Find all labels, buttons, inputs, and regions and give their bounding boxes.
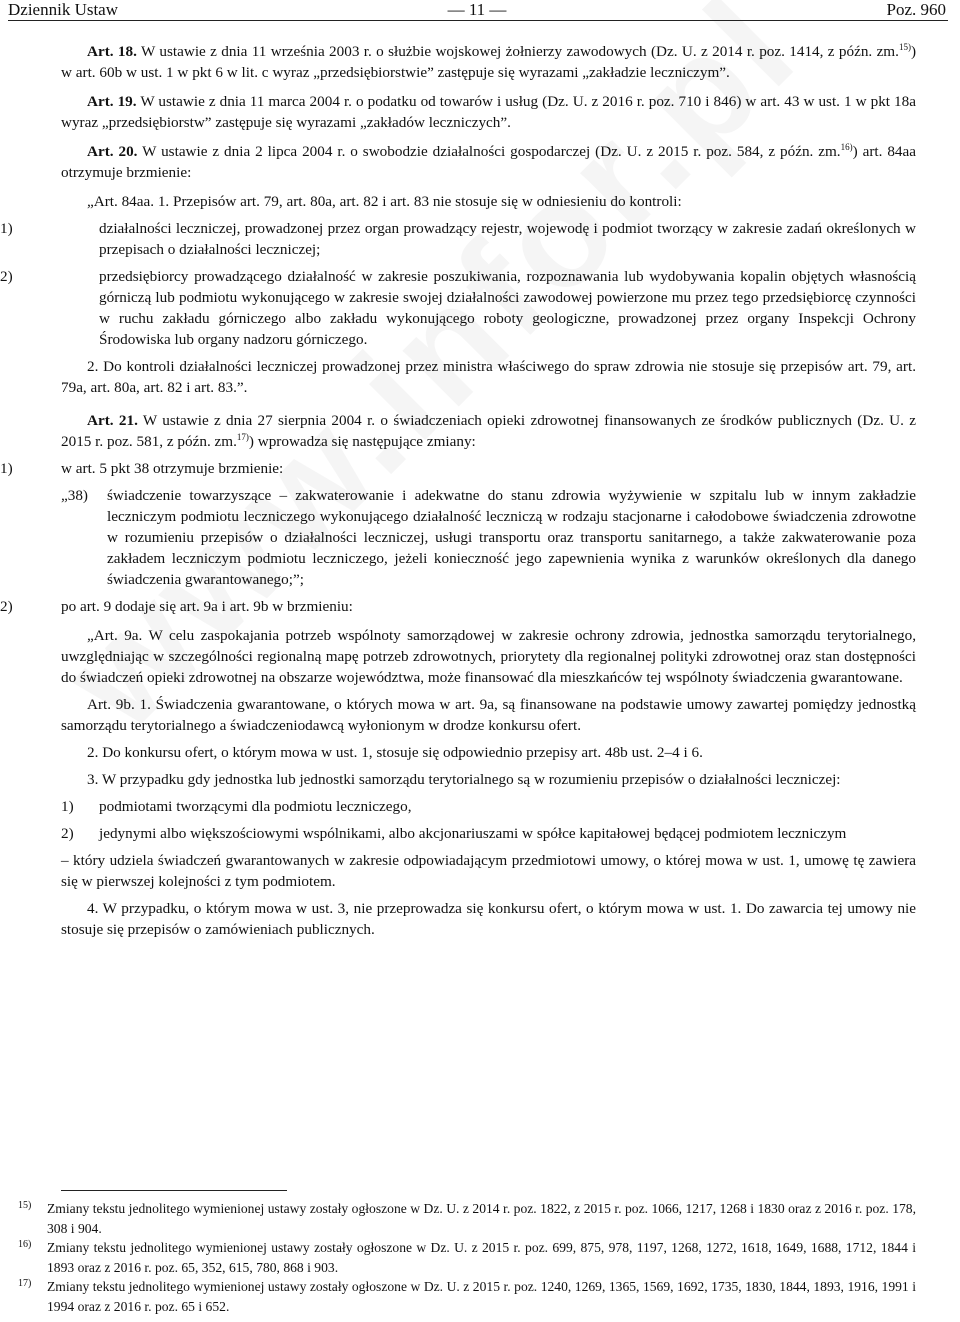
item-number: 1) <box>61 798 74 815</box>
document-body <box>0 41 916 940</box>
article-9b-para-3-item-2 <box>61 823 916 844</box>
article-21-change-1 <box>0 458 916 479</box>
article-9b-para-4: 4. W przypadku, o którym mowa w ust. 3, nie przeprowadza się konkursu ofert, o którym mowa w ust. 1. Do zawarcia tej umowy nie stosuje się przepisów o zamówieniach publicznych. <box>61 900 916 938</box>
point-number: „38) <box>61 487 88 504</box>
footnote-15 <box>18 1199 916 1238</box>
article-19-text: W ustawie z dnia 11 marca 2004 r. o podatku od towarów i usług (Dz. U. z 2016 r. poz. 710 i 846) w art. 43 w ust. 1 w pkt 18a wyraz „przedsiębiorstw” zastępuje się wyrazami „zakładów leczniczych”. <box>61 93 916 131</box>
header-rule <box>8 20 948 21</box>
footnote-text: Zmiany tekstu jednolitego wymienionej ustawy zostały ogłoszone w Dz. U. z 2015 r. poz. 1240, 1269, 1365, 1569, 1692, 1735, 1830, 1844, 1893, 1916, 1991 i 1994 oraz z 2016 r. poz. 65 i 652. <box>47 1279 916 1314</box>
article-21-text-end: ) wprowadza się następujące zmiany: <box>248 433 476 450</box>
article-9b-para-2: 2. Do konkursu ofert, o którym mowa w ust. 1, stosuje się odpowiednio przepisy art. 48b ust. 2–4 i 6. <box>87 744 703 761</box>
item-text: jedynymi albo większościowymi wspólnikami, albo akcjonariuszami w spółce kapitałowej będącej podmiotem leczniczym <box>99 825 847 842</box>
footnote-number: 16) <box>18 1239 32 1250</box>
article-20-label: Art. 20. <box>87 143 138 160</box>
item-number: 1) <box>0 220 13 237</box>
article-84aa-item-1 <box>0 218 916 260</box>
item-number: 2) <box>0 268 13 285</box>
article-20 <box>61 141 916 183</box>
footnote-rule <box>61 1190 287 1191</box>
item-number: 2) <box>61 825 74 842</box>
item-number: 2) <box>0 598 13 615</box>
article-21-text: W ustawie z dnia 27 sierpnia 2004 r. o świadczeniach opieki zdrowotnej finansowanych ze środków publicznych (Dz. U. z 2015 r. poz. 581, z późn. zm. <box>61 412 916 450</box>
footnotes <box>18 1199 916 1316</box>
article-18-text: W ustawie z dnia 11 września 2003 r. o służbie wojskowej żołnierzy zawodowych (Dz. U. z 2014 r. poz. 1414, z późn. zm. <box>136 43 899 60</box>
article-21-change-2 <box>0 596 916 617</box>
footnote-17 <box>18 1277 916 1316</box>
article-19-label: Art. 19. <box>87 93 137 110</box>
article-9b-para-3: 3. W przypadku gdy jednostka lub jednostki samorządu terytorialnego są w rozumieniu przepisów o działalności leczniczej: <box>87 771 841 788</box>
footnote-number: 17) <box>18 1278 32 1289</box>
journal-title: Dziennik Ustaw <box>8 0 119 19</box>
item-text: podmiotami tworzącymi dla podmiotu leczniczego, <box>99 798 412 815</box>
article-9b-para-1: Art. 9b. 1. Świadczenia gwarantowane, o których mowa w art. 9a, są finansowane na podstawie umowy zawartej pomiędzy jednostką samorządu terytorialnego a świadczeniodawcą wyłonionym w drodze konkursu ofert. <box>61 696 916 734</box>
footnote-ref-17[interactable]: 17) <box>236 432 249 442</box>
article-21 <box>61 410 916 452</box>
item-text: w art. 5 pkt 38 otrzymuje brzmienie: <box>61 460 284 477</box>
article-20-text-end: ) art. 84aa otrzymuje brzmienie: <box>61 143 916 181</box>
item-number: 1) <box>0 460 13 477</box>
article-84aa-para-2: 2. Do kontroli działalności leczniczej prowadzonej przez ministra właściwego do spraw zdrowia nie stosuje się przepisów art. 79, art. 79a, art. 80a, art. 82 i art. 83.”. <box>61 358 916 396</box>
article-18 <box>61 41 916 83</box>
item-text: przedsiębiorcy prowadzącego działalność w zakresie poszukiwania, rozpoznawania lub wydobywania kopalin objętych własnością górniczą lub podmiotu wykonującego w zakresie swojej działalności zawodowej powierzone mu przez tego przedsiębiorcę czynności w ruchu zakładu górniczego albo zakładu wykonującego roboty geologiczne, prowadzonej przez organy Inspekcji Ochrony Środowiska lub organy nadzoru górniczego. <box>99 268 916 348</box>
item-text: działalności leczniczej, prowadzonej przez organ prowadzący rejestr, wojewodę i podmiot tworzący w zakresie zadań określonych w przepisach o działalności leczniczej; <box>99 220 916 258</box>
page-header <box>8 0 946 20</box>
footnote-ref-15[interactable]: 15) <box>898 42 911 52</box>
footnote-text: Zmiany tekstu jednolitego wymienionej ustawy zostały ogłoszone w Dz. U. z 2015 r. poz. 699, 875, 978, 1197, 1268, 1272, 1618, 1649, 1688, 1712, 1844 i 1893 oraz z 2016 r. poz. 65, 352, 615, 780, 868 i 903. <box>47 1240 916 1275</box>
footnote-ref-16[interactable]: 16) <box>840 142 853 152</box>
article-9b-para-3-item-1 <box>61 796 916 817</box>
article-9a: „Art. 9a. W celu zaspokajania potrzeb wspólnoty samorządowej w zakresie ochrony zdrowia, jednostka samorządu terytorialnego, uwzględniając w szczególności regionalną mapę potrzeb zdrowotnych, priorytety dla regionalnej polityki zdrowotnej oraz stan dostępności do świadczeń opieki zdrowotnej na obszarze województwa, może finansować dla mieszkańców tej wspólnoty świadczenia gwarantowane. <box>61 627 916 686</box>
article-21-label: Art. 21. <box>87 412 138 429</box>
article-20-text: W ustawie z dnia 2 lipca 2004 r. o swobodzie działalności gospodarczej (Dz. U. z 2015 r. poz. 584, z późn. zm. <box>137 143 841 160</box>
point-38 <box>61 485 916 590</box>
footnote-number: 15) <box>18 1200 32 1211</box>
position-number: Poz. 960 <box>886 0 946 19</box>
article-18-text-end: ) w art. 60b w ust. 1 w pkt 6 w lit. c wyraz „przedsiębiorstwie” zastępuje się wyrazami „zakładzie leczniczym”. <box>61 43 916 81</box>
article-18-label: Art. 18. <box>87 43 137 60</box>
article-84aa-item-2 <box>0 266 916 350</box>
page-number: — 11 — <box>447 0 507 19</box>
article-19 <box>61 91 916 133</box>
article-84aa-intro: „Art. 84aa. 1. Przepisów art. 79, art. 80a, art. 82 i art. 83 nie stosuje się w odniesieniu do kontroli: <box>87 193 682 210</box>
item-text: po art. 9 dodaje się art. 9a i art. 9b w brzmieniu: <box>61 598 353 615</box>
point-text: świadczenie towarzyszące – zakwaterowanie i adekwatne do stanu zdrowia wyżywienie w szpitalu lub w innym zakładzie leczniczym podmiotu leczniczego wykonującego działalność leczniczą w rodzaju stacjonarne i całodobowe świadczenia zdrowotne w rozumieniu przepisów o działalności leczniczej, usługi transportu oraz transportu sanitarnego, a także zakwaterowanie poza zakładem leczniczym podmiotu leczniczego, jeżeli konieczność jego zapewnienia wynika z warunków określonych dla danego świadczenia gwarantowanego;”; <box>107 487 916 588</box>
footnote-16 <box>18 1238 916 1277</box>
article-9b-para-3-closing: – który udziela świadczeń gwarantowanych w zakresie odpowiadającym przedmiotowi umowy, o której mowa w ust. 1, umowę tę zawiera się w pierwszej kolejności z tym podmiotem. <box>61 852 916 890</box>
footnote-text: Zmiany tekstu jednolitego wymienionej ustawy zostały ogłoszone w Dz. U. z 2014 r. poz. 1822, z 2015 r. poz. 1066, 1217, 1268 i 1830 oraz z 2016 r. poz. 178, 308 i 904. <box>47 1201 916 1236</box>
